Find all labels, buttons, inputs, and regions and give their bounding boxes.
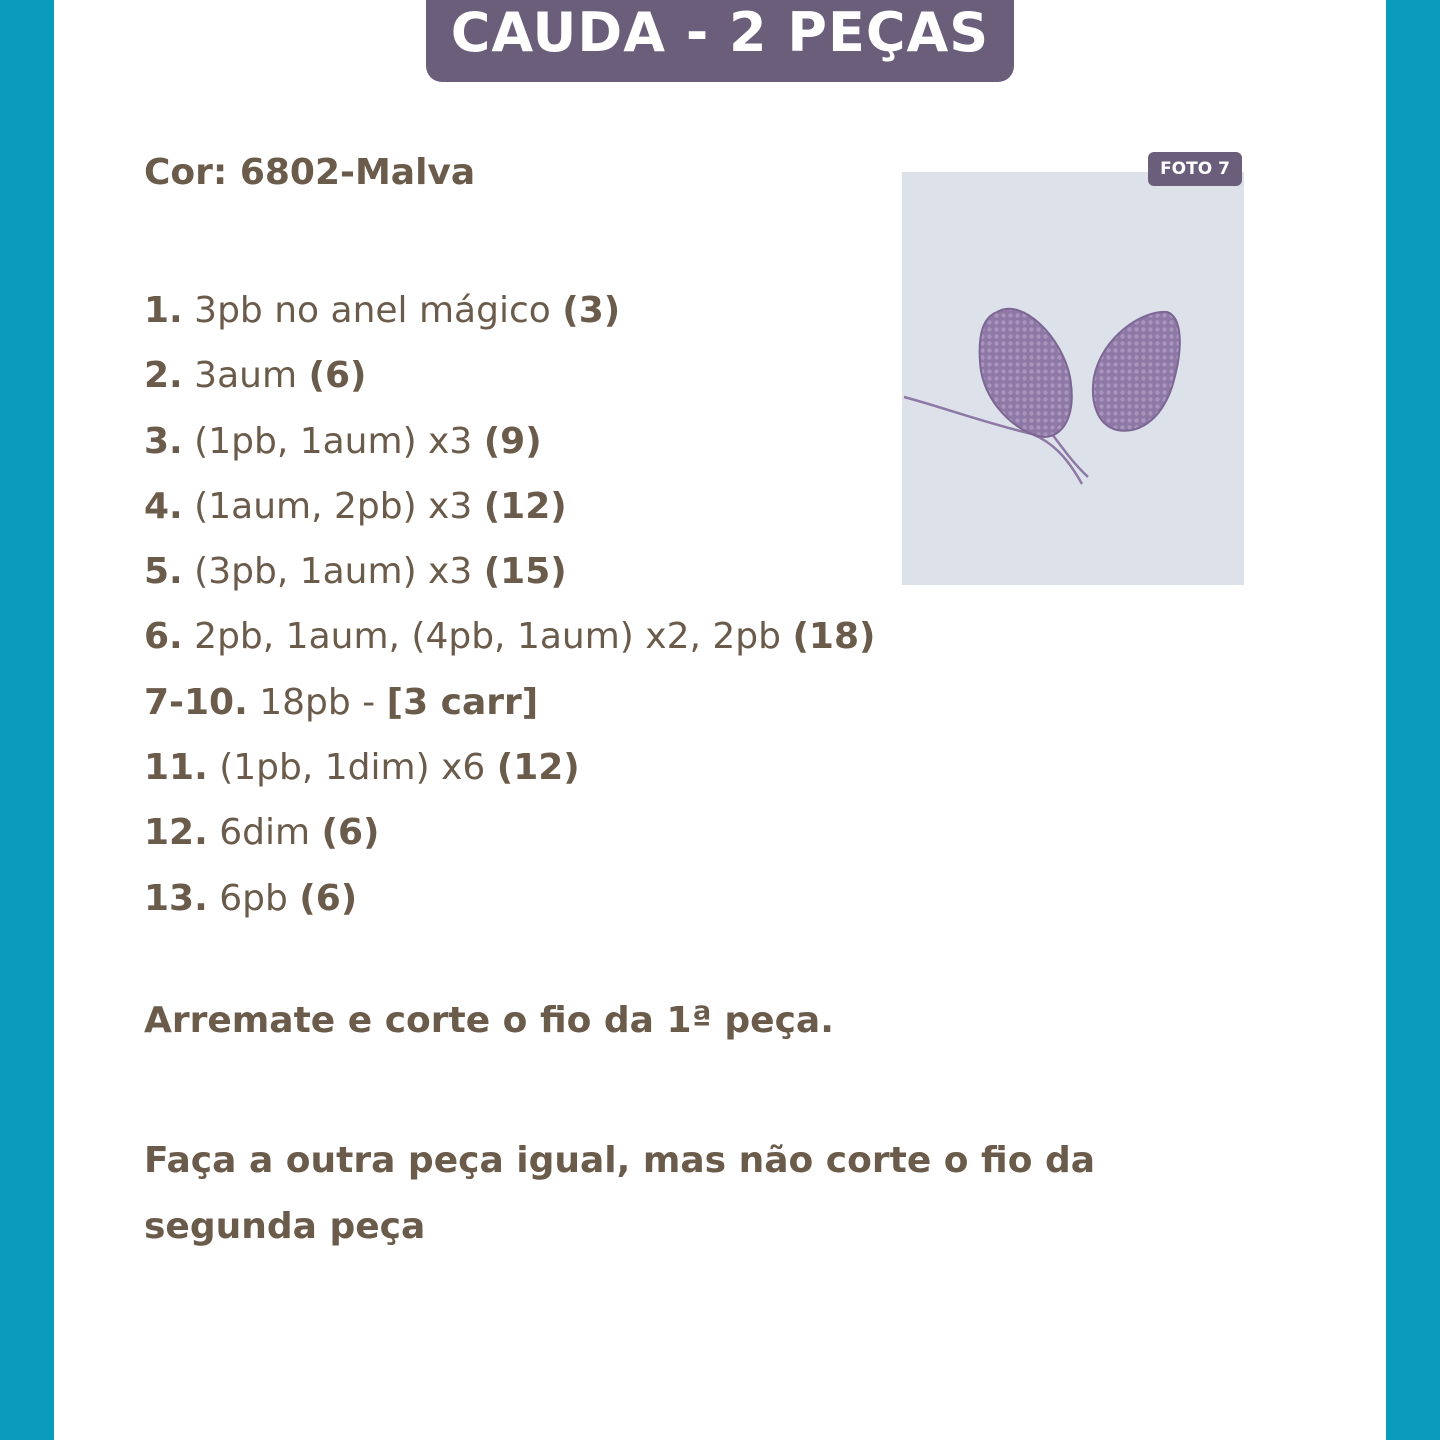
pattern-step bbox=[144, 409, 875, 474]
yarn-tail bbox=[1052, 434, 1088, 477]
step-count: (9) bbox=[483, 420, 542, 462]
page-title: CAUDA - 2 PEÇAS bbox=[426, 0, 1014, 82]
second-piece-note: Faça a outra peça igual, mas não corte o fio da segunda peça bbox=[144, 1140, 1096, 1247]
step-number: 3. bbox=[144, 420, 183, 462]
pattern-step bbox=[144, 539, 875, 604]
step-number: 2. bbox=[144, 355, 183, 397]
crochet-leaf-right bbox=[1093, 312, 1180, 431]
step-instruction: 3pb no anel mágico bbox=[182, 290, 563, 331]
step-number: 4. bbox=[144, 485, 183, 527]
step-instruction: (1pb, 1aum) x3 bbox=[182, 420, 484, 462]
yarn-color-line: Cor: 6802-Malva bbox=[144, 152, 476, 193]
pattern-step bbox=[144, 278, 875, 343]
step-count: (18) bbox=[792, 616, 876, 658]
crochet-leaves-illustration bbox=[902, 172, 1244, 585]
pattern-step bbox=[144, 604, 875, 669]
photo-label-badge: FOTO 7 bbox=[1148, 152, 1242, 186]
step-count: (12) bbox=[483, 485, 567, 527]
step-number: 7-10. bbox=[144, 681, 248, 723]
step-instruction: (1pb, 1dim) x6 bbox=[207, 747, 497, 789]
finish-note: Arremate e corte o fio da 1ª peça. bbox=[144, 1000, 834, 1041]
step-number: 5. bbox=[144, 551, 183, 593]
step-count: (12) bbox=[496, 747, 580, 789]
step-instruction: 6pb bbox=[207, 877, 300, 919]
step-instruction: (3pb, 1aum) x3 bbox=[182, 551, 484, 593]
step-instruction: 6dim bbox=[207, 812, 322, 854]
pattern-steps bbox=[144, 278, 875, 931]
step-count: (6) bbox=[308, 355, 367, 397]
step-count: (3) bbox=[562, 290, 621, 331]
pattern-step bbox=[144, 800, 875, 865]
step-instruction: 3aum bbox=[182, 355, 309, 397]
step-instruction: 18pb - bbox=[247, 681, 387, 723]
step-instruction: (1aum, 2pb) x3 bbox=[182, 485, 484, 527]
step-number: 12. bbox=[144, 812, 208, 854]
crochet-leaf-left bbox=[980, 309, 1072, 437]
pattern-step bbox=[144, 866, 875, 931]
step-number: 11. bbox=[144, 747, 208, 789]
step-count: (15) bbox=[483, 551, 567, 593]
step-instruction: 2pb, 1aum, (4pb, 1aum) x2, 2pb bbox=[182, 616, 793, 658]
step-number: 13. bbox=[144, 877, 208, 919]
pattern-step bbox=[144, 343, 875, 408]
step-count: [3 carr] bbox=[386, 681, 539, 723]
tail-pieces-photo bbox=[902, 172, 1244, 585]
step-number: 1. bbox=[144, 290, 183, 331]
pattern-step bbox=[144, 474, 875, 539]
page-card bbox=[54, 0, 1386, 1440]
pattern-step bbox=[144, 670, 875, 735]
step-number: 6. bbox=[144, 616, 183, 658]
pattern-step bbox=[144, 735, 875, 800]
step-count: (6) bbox=[321, 812, 380, 854]
step-count: (6) bbox=[299, 877, 358, 919]
